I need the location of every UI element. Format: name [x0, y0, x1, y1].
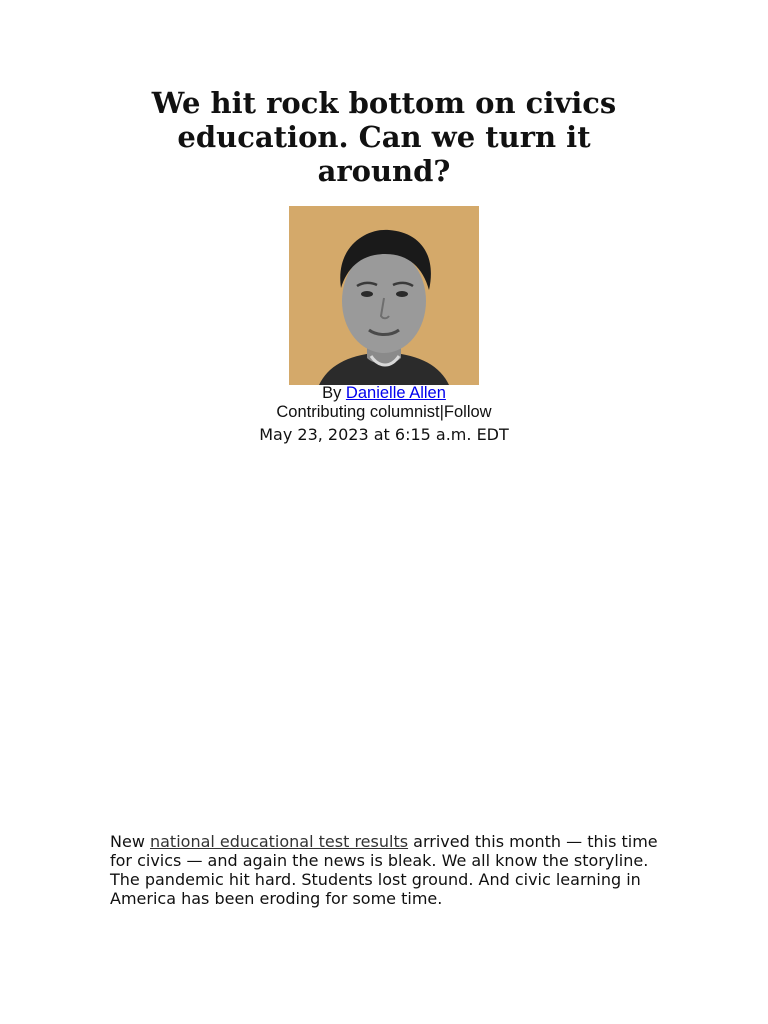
article-headline: We hit rock bottom on civics education. Can we turn it around?	[151, 86, 617, 188]
author-role: Contributing columnist	[276, 403, 440, 421]
author-link[interactable]: Danielle Allen	[345, 384, 446, 402]
lede-text-after: arrived this month — this time for civics — and again the news is bleak. We all know the storyline. The pandemic hit hard. Students lost ground. And civic learning in America has been eroding for some time.	[110, 832, 658, 908]
role-separator: |	[439, 403, 444, 421]
follow-button[interactable]: Follow	[443, 403, 492, 421]
byline-block	[0, 384, 768, 422]
author-headshot-image	[289, 206, 479, 385]
article-lede-paragraph	[110, 832, 670, 908]
author-portrait-illustration	[289, 206, 479, 385]
author-role-line	[0, 403, 768, 422]
test-results-link[interactable]: national educational test results	[149, 832, 409, 851]
byline-prefix: By	[322, 384, 346, 402]
byline	[0, 384, 768, 403]
publish-date: May 23, 2023 at 6:15 a.m. EDT	[259, 425, 509, 444]
lede-text-before: New	[110, 832, 150, 851]
